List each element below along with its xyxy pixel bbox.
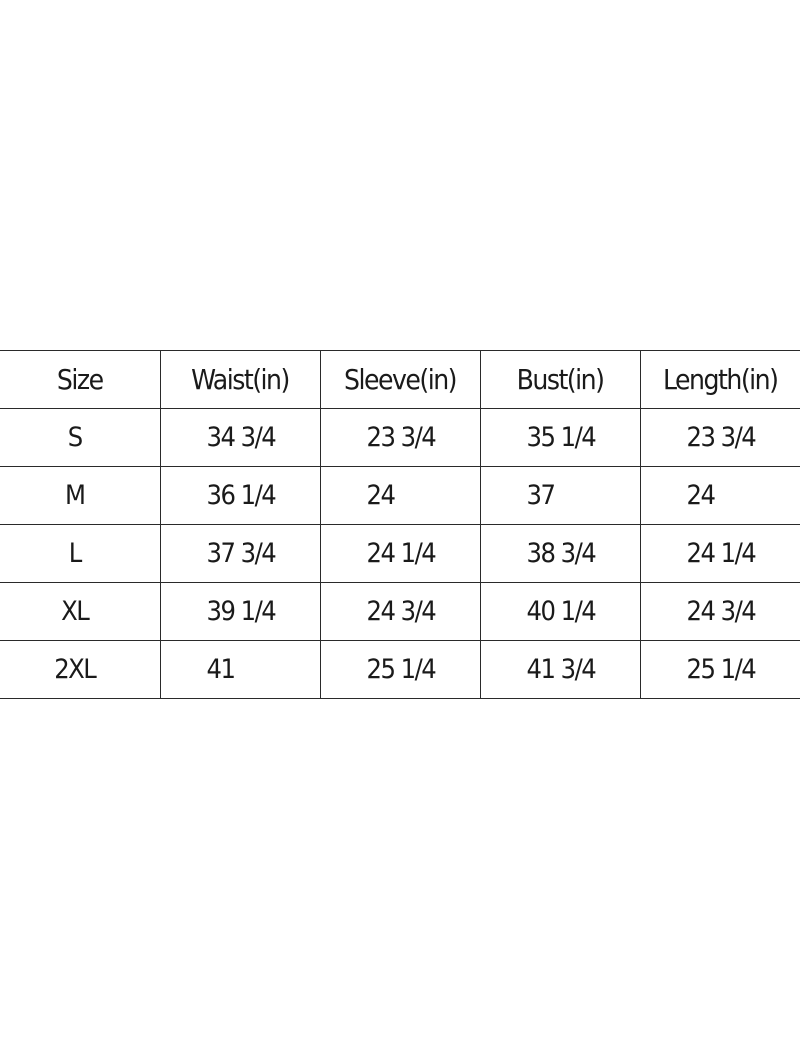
length-cell: 24	[640, 467, 800, 525]
header-sleeve: Sleeve(in)	[320, 351, 480, 409]
bust-cell: 35 1/4	[480, 409, 640, 467]
bust-cell: 40 1/4	[480, 583, 640, 641]
header-bust: Bust(in)	[480, 351, 640, 409]
table-header-row	[0, 351, 800, 409]
table-row	[0, 525, 800, 583]
sleeve-cell: 24 1/4	[320, 525, 480, 583]
length-cell: 24 3/4	[640, 583, 800, 641]
sleeve-cell: 24	[320, 467, 480, 525]
size-cell: 2XL	[0, 641, 160, 699]
length-cell: 23 3/4	[640, 409, 800, 467]
header-waist: Waist(in)	[160, 351, 320, 409]
table-row	[0, 467, 800, 525]
waist-cell: 41	[160, 641, 320, 699]
size-cell: M	[0, 467, 160, 525]
size-chart-table	[0, 350, 800, 699]
size-cell: S	[0, 409, 160, 467]
length-cell: 24 1/4	[640, 525, 800, 583]
sleeve-cell: 25 1/4	[320, 641, 480, 699]
sleeve-cell: 23 3/4	[320, 409, 480, 467]
table-row	[0, 641, 800, 699]
size-cell: L	[0, 525, 160, 583]
sleeve-cell: 24 3/4	[320, 583, 480, 641]
bust-cell: 38 3/4	[480, 525, 640, 583]
table-row	[0, 583, 800, 641]
header-length: Length(in)	[640, 351, 800, 409]
length-cell: 25 1/4	[640, 641, 800, 699]
bust-cell: 41 3/4	[480, 641, 640, 699]
bust-cell: 37	[480, 467, 640, 525]
waist-cell: 36 1/4	[160, 467, 320, 525]
table-row	[0, 409, 800, 467]
size-cell: XL	[0, 583, 160, 641]
waist-cell: 34 3/4	[160, 409, 320, 467]
waist-cell: 39 1/4	[160, 583, 320, 641]
header-size: Size	[0, 351, 160, 409]
waist-cell: 37 3/4	[160, 525, 320, 583]
